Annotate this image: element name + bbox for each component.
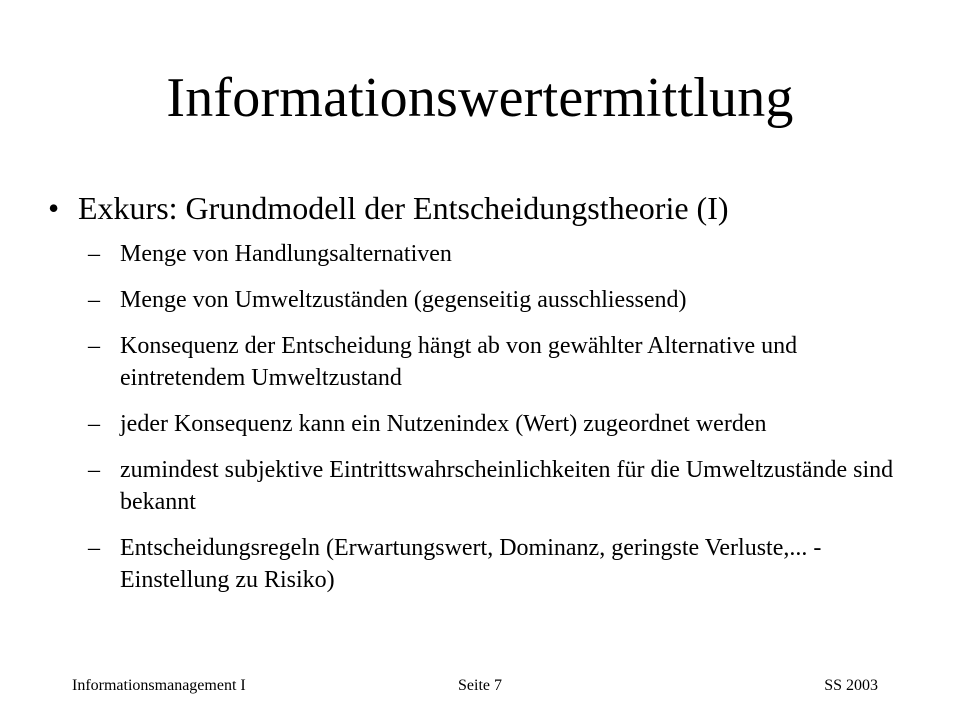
slide-title: Informationswertermittlung bbox=[166, 67, 794, 129]
dash-marker: – bbox=[88, 535, 100, 561]
sub-bullet-item bbox=[88, 408, 908, 440]
dash-marker: – bbox=[88, 287, 100, 313]
dash-marker: – bbox=[88, 333, 100, 359]
sub-bullet-item bbox=[88, 238, 908, 270]
sub-bullet-item bbox=[88, 330, 908, 394]
footer-page-number: Seite 7 bbox=[458, 677, 502, 694]
dash-marker: – bbox=[88, 411, 100, 437]
bullet-marker: • bbox=[48, 190, 60, 226]
main-bullet-text: Exkurs: Grundmodell der Entscheidungstheorie (I) bbox=[78, 190, 729, 226]
dash-marker: – bbox=[88, 241, 100, 267]
sub-bullet-text: Entscheidungsregeln (Erwartungswert, Dominanz, geringste Verluste,... - Einstellung zu Risiko) bbox=[120, 535, 822, 593]
sub-bullet-item bbox=[88, 454, 908, 518]
sub-bullet-text: jeder Konsequenz kann ein Nutzenindex (Wert) zugeordnet werden bbox=[120, 411, 767, 437]
footer-course-name: Informationsmanagement I bbox=[72, 677, 246, 694]
sub-bullet-list bbox=[88, 238, 908, 610]
sub-bullet-text: zumindest subjektive Eintrittswahrscheinlichkeiten für die Umweltzustände sind bekannt bbox=[120, 457, 894, 515]
dash-marker: – bbox=[88, 457, 100, 483]
sub-bullet-text: Konsequenz der Entscheidung hängt ab von gewählter Alternative und eintretendem Umweltzustand bbox=[120, 333, 798, 391]
sub-bullet-text: Menge von Handlungsalternativen bbox=[120, 241, 452, 267]
footer-semester: SS 2003 bbox=[824, 677, 878, 694]
sub-bullet-item bbox=[88, 532, 908, 596]
sub-bullet-text: Menge von Umweltzuständen (gegenseitig ausschliessend) bbox=[120, 287, 687, 313]
sub-bullet-item bbox=[88, 284, 908, 316]
